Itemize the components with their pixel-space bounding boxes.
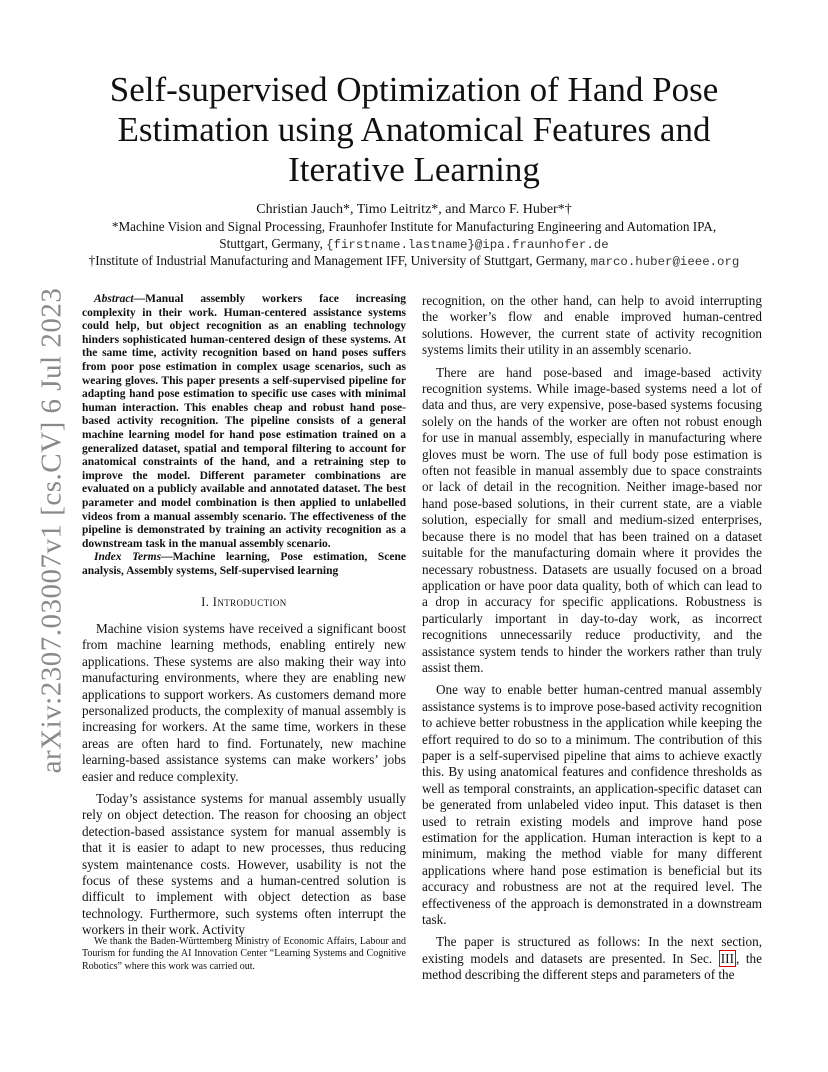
- section-heading: I. Introduction: [201, 595, 287, 610]
- affiliation-2-location: †Institute of Industrial Manufacturing and Management IFF, University of Stuttgart, Germany,: [88, 253, 591, 268]
- paragraph: Today’s assistance systems for manual assembly usually rely on object detection. The reason for choosing an object detection-based assistance system for manual assembly is that it is easier to adapt to new processes, thus reducing system maintenance costs. However, usability is not the focus of these systems and a human-centred solution is difficult to implement with object detection as base technology. Furthermore, such systems often interrupt the workers in their work. Activity: [82, 790, 406, 938]
- paragraph: One way to enable better human-centred manual assembly assistance systems is to improve pose-based activity recognition to achieve better robustness in the application while keeping the effort required to do so to a minimum. The contribution of this paper is a self-supervised pipeline that aims to achieve exactly this. By using anatomical features and confidence thresholds as well as temporal constraints, an application-specific dataset can be generated from unlabeled video input. This dataset is then used to retrain existing models and improve hand pose estimation for the application. Human interaction is kept to a minimum, making the method viable for many different applications where hand pose estimation is beneficial but its accuracy and robustness are not at the required level. The effectiveness of the approach is demonstrated in a downstream task.: [422, 682, 762, 928]
- paragraph: There are hand pose-based and image-based activity recognition systems. While image-based systems need a lot of data and thus, are very expensive, pose-based systems focusing solely on the hands of the worker are often not robust enough for use in manual assembly, especially in manufacturing where gloves must be worn. The use of full body pose estimation is often not feasible in manual assembly due to space constraints or lack of detail in the recognition. Neither image-based nor hand pose-based solutions, in their current state, are a viable solution, especially for small and medium-sized enterprises, because there is no model that has been trained on a dataset suitable for the manufacturing domain where it provides the necessary robustness. Datasets are usually focused on a broad application or have poor data quality, both of which can lead to a drop in accuracy for specific applications. Robustness is particularly important in day-to-day work, as incorrect recognitions unnecessarily reduce productivity, and the assistance system tends to hinder the workers rather than truly assist them.: [422, 364, 762, 675]
- paragraph: Machine vision systems have received a significant boost from machine learning methods, enabling entirely new applications. These systems are also making their way into manufacturing environments, where they are enabling new applications to support workers. As customers demand more personalized products, the complexity of manual assembly is increasing for workers. At the same time, workers in these areas are often hard to find. Fortunately, new machine learning-based assistance systems can make workers’ jobs easier and reduce complexity.: [82, 620, 406, 784]
- index-terms-lead: Index Terms: [94, 551, 162, 564]
- paragraph-text: , the method describing the different steps and parameters of the: [422, 950, 762, 983]
- arxiv-sidebar-stamp: [22, 287, 82, 773]
- funding-footnote: We thank the Baden-Württemberg Ministry of Economic Affairs, Labour and Tourism for funding the AI Innovation Center “Learning Systems and Cognitive Robotics” where this work was carried out.: [82, 936, 406, 972]
- index-terms-text: —Machine learning, Pose estimation, Scene analysis, Assembly systems, Self-supervised learning: [82, 551, 406, 577]
- paper-title: Self-supervised Optimization of Hand Pose Estimation using Anatomical Features and Iterative Learning: [109, 70, 719, 189]
- abstract-text: —Manual assembly workers face increasing complexity in their work. Human-centered assistance systems could help, but object recognition as an enabling technology hinders sophisticated human-centered design of these systems. At the same time, activity recognition based on hand poses suffers from poor pose estimation in complex usage scenarios, such as wearing gloves. This paper presents a self-supervised pipeline for adapting hand pose estimation to specific use cases with minimal human interaction. This enables cheap and robust hand pose-based activity recognition. The pipeline consists of a general machine learning model for hand pose estimation trained on a generalized dataset, spatial and temporal filtering to account for anatomical constraints of the hand, and a retraining step to improve the model. Different parameter combinations are evaluated on a publicly available and annotated dataset. The best parameter and model combination is then applied to unlabelled videos from a manual assembly scenario. The effectiveness of the pipeline is demonstrated by training an activity recognition as a downstream task in the manual assembly scenario.: [82, 293, 406, 550]
- paragraph: [422, 934, 762, 983]
- affiliation-1-location: Stuttgart, Germany,: [219, 236, 327, 251]
- right-column: [422, 293, 762, 990]
- arxiv-identifier: arXiv:2307.03007v1 [cs.CV] 6 Jul 2023: [35, 287, 68, 773]
- abstract: [82, 293, 406, 551]
- section-reference-link[interactable]: III: [720, 950, 734, 966]
- affiliation-2: [40, 252, 788, 271]
- affiliation-1-line-1: *Machine Vision and Signal Processing, Fraunhofer Institute for Manufacturing Engineering and Automation IPA,: [111, 219, 717, 234]
- left-column: [82, 293, 406, 945]
- affiliation-1-email: {firstname.lastname}@ipa.fraunhofer.de: [326, 238, 609, 252]
- abstract-lead: Abstract: [94, 293, 134, 305]
- paragraph: recognition, on the other hand, can help to avoid interrupting the worker’s flow and enable improved human-centred solutions. However, the current state of activity recognition systems limits their utility in an assembly scenario.: [422, 293, 762, 358]
- author-list: Christian Jauch*, Timo Leitritz*, and Marco F. Huber*†: [256, 202, 572, 217]
- paragraph-text: The paper is structured as follows: In the next section, existing models and datasets are presented. In Sec.: [422, 934, 762, 966]
- affiliation-2-email: marco.huber@ieee.org: [590, 255, 740, 269]
- affiliation-1: [40, 218, 788, 254]
- index-terms: [82, 551, 406, 578]
